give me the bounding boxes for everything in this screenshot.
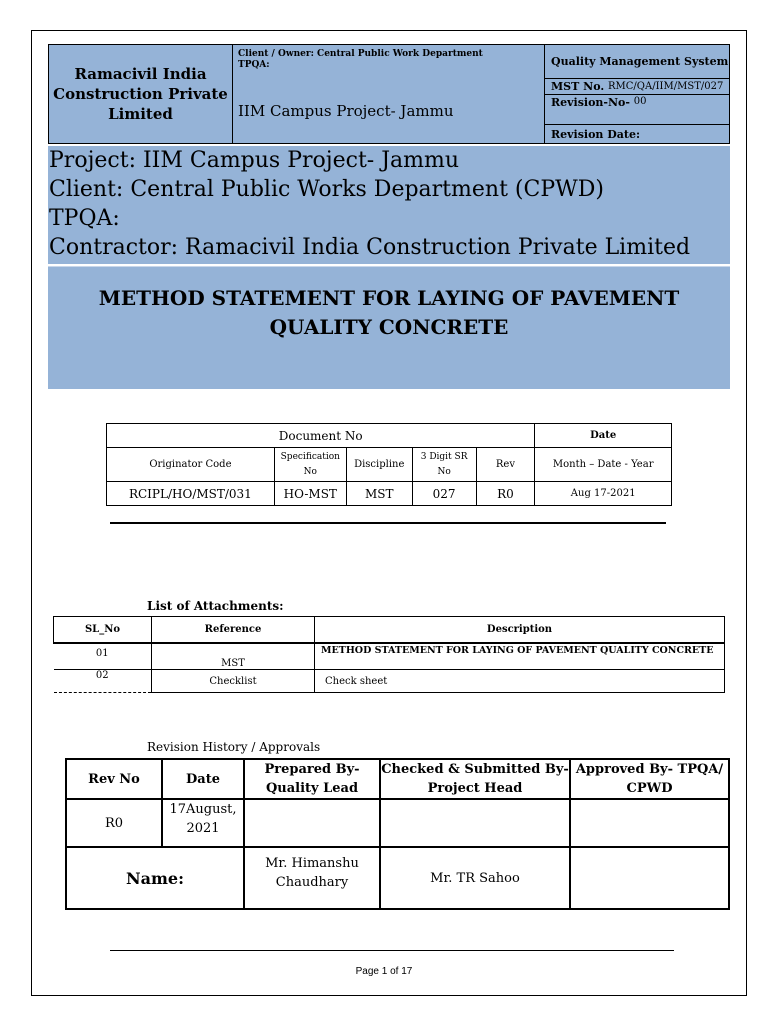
originator-code-header: Originator Code bbox=[107, 448, 275, 482]
revision-value: 00 bbox=[633, 96, 647, 107]
page-number: Page 1 of 17 bbox=[355, 966, 413, 977]
attachment-description: Check sheet bbox=[315, 670, 725, 693]
attachment-reference: Checklist bbox=[152, 670, 315, 693]
rev-header: Rev bbox=[476, 448, 535, 482]
rev-no-header: Rev No bbox=[66, 759, 162, 799]
sl-no-header: SL_No bbox=[54, 617, 152, 643]
company-name: Ramacivil India Construction Private Limited bbox=[49, 45, 233, 143]
document-number-table bbox=[106, 423, 672, 506]
attachment-reference: MST bbox=[152, 643, 315, 670]
title-line-1: METHOD STATEMENT FOR LAYING OF PAVEMENT bbox=[98, 286, 680, 310]
originator-code-value: RCIPL/HO/MST/031 bbox=[107, 482, 275, 506]
approved-name bbox=[570, 847, 729, 909]
attachment-description: METHOD STATEMENT FOR LAYING OF PAVEMENT QUALITY CONCRETE bbox=[315, 643, 725, 670]
approved-signature bbox=[570, 799, 729, 847]
revision-table bbox=[65, 758, 730, 910]
rev-date-value: 17August, 2021 bbox=[162, 799, 244, 847]
mst-label: MST No. bbox=[551, 80, 605, 93]
table-row bbox=[54, 643, 725, 670]
header-project-cell bbox=[233, 45, 545, 143]
project-info bbox=[48, 146, 730, 264]
document-header bbox=[48, 44, 730, 144]
rev-no-value: R0 bbox=[66, 799, 162, 847]
rev-date-header: Date bbox=[162, 759, 244, 799]
revision-number bbox=[545, 95, 729, 125]
prepared-signature bbox=[244, 799, 380, 847]
description-header: Description bbox=[315, 617, 725, 643]
specification-value: HO-MST bbox=[274, 482, 346, 506]
discipline-header: Discipline bbox=[346, 448, 412, 482]
attachments-label: List of Attachments: bbox=[147, 599, 284, 613]
mst-number bbox=[545, 79, 729, 95]
revision-history-label: Revision History / Approvals bbox=[147, 740, 321, 754]
checked-signature bbox=[380, 799, 570, 847]
mst-value: RMC/QA/IIM/MST/027 bbox=[608, 81, 724, 92]
info-contractor: Contractor: Ramacivil India Construction Private Limited bbox=[49, 235, 691, 260]
info-project: Project: IIM Campus Project- Jammu bbox=[49, 148, 460, 173]
header-project: IIM Campus Project- Jammu bbox=[238, 102, 454, 120]
prepared-name: Mr. Himanshu Chaudhary bbox=[244, 847, 380, 909]
name-label: Name: bbox=[66, 847, 244, 909]
document-no-header: Document No bbox=[107, 424, 535, 448]
tpqa-label: TPQA: bbox=[238, 60, 270, 70]
approved-by-header: Approved By- TPQA/ CPWD bbox=[570, 759, 729, 799]
info-tpqa: TPQA: bbox=[49, 206, 120, 231]
revision-date: Revision Date: bbox=[551, 127, 641, 141]
info-client: Client: Central Public Works Department (CPWD) bbox=[49, 177, 604, 202]
header-meta bbox=[545, 45, 729, 143]
date-value: Aug 17-2021 bbox=[535, 482, 672, 506]
checked-name: Mr. TR Sahoo bbox=[380, 847, 570, 909]
qms-label: Quality Management System bbox=[545, 45, 729, 79]
attachment-sl: 01 bbox=[54, 643, 152, 670]
reference-header: Reference bbox=[152, 617, 315, 643]
rev-value: R0 bbox=[476, 482, 535, 506]
header-client bbox=[238, 49, 483, 71]
document-title bbox=[48, 266, 730, 389]
divider bbox=[110, 522, 666, 524]
client-label: Client / Owner: Central Public Work Department bbox=[238, 49, 483, 59]
title-line-2: QUALITY CONCRETE bbox=[269, 315, 509, 339]
attachments-table bbox=[53, 616, 725, 693]
specification-header: Specification No bbox=[274, 448, 346, 482]
footer-divider bbox=[110, 950, 674, 951]
prepared-by-header: Prepared By- Quality Lead bbox=[244, 759, 380, 799]
date-header: Date bbox=[535, 424, 672, 448]
sr-no-header: 3 Digit SR No bbox=[412, 448, 476, 482]
table-row bbox=[54, 670, 725, 693]
revision-label: Revision-No- bbox=[551, 96, 630, 109]
sr-no-value: 027 bbox=[412, 482, 476, 506]
attachment-sl: 02 bbox=[54, 670, 152, 693]
date-format-header: Month – Date - Year bbox=[535, 448, 672, 482]
discipline-value: MST bbox=[346, 482, 412, 506]
checked-by-header: Checked & Submitted By- Project Head bbox=[380, 759, 570, 799]
